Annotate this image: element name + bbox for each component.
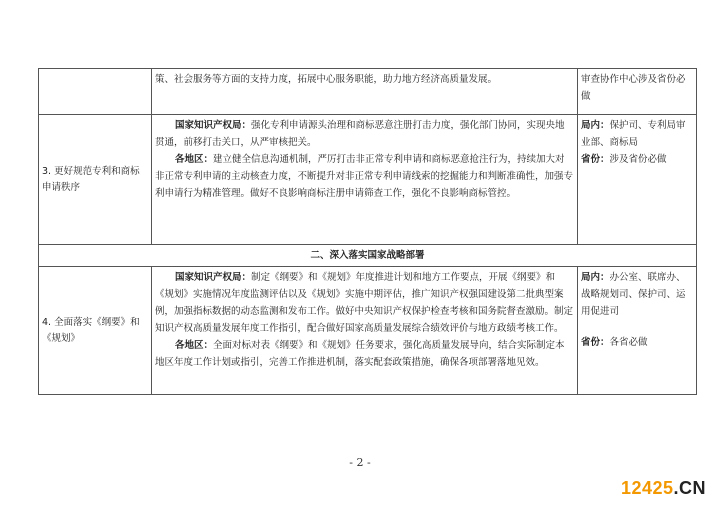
national-paragraph xyxy=(155,269,574,337)
section-heading: 二、深入落实国家战略部署 xyxy=(39,245,697,267)
national-text: 强化专利申请源头治理和商标恶意注册打击力度，强化部门协同，实现央地贯通，前移打击关口，从严审核把关。 xyxy=(155,120,565,148)
local-paragraph xyxy=(155,337,574,371)
site-watermark xyxy=(621,478,706,499)
watermark-number: 12425 xyxy=(620,478,674,498)
province-text: 各省必做 xyxy=(609,337,648,348)
content-text: 策、社会服务等方面的支持力度，拓展中心服务职能，助力地方经济高质量发展。 xyxy=(155,74,498,85)
section-row xyxy=(39,245,697,267)
national-paragraph xyxy=(155,117,574,151)
bureau-line xyxy=(581,269,693,320)
responsible-cell xyxy=(578,115,697,245)
national-label: 国家知识产权局： xyxy=(175,272,252,283)
local-text: 建立健全信息沟通机制，严厉打击非正常专利申请和商标恶意抢注行为，持续加大对非正常专利申请的主动核查力度，不断提升对非正常专利申请线索的挖掘能力和判断准确性，加强专利申请行为精准管理。做好不良影响商标注册申请筛查工作，强化不良影响商标管控。 xyxy=(155,154,574,199)
bureau-text: 保护司、专利局审业部、商标局 xyxy=(581,120,686,148)
province-line xyxy=(581,151,693,168)
local-label: 各地区： xyxy=(175,340,214,351)
table-row xyxy=(39,69,697,115)
bureau-label: 局内： xyxy=(581,272,610,283)
item-cell-empty xyxy=(39,69,152,115)
province-line xyxy=(581,334,693,351)
task-table xyxy=(38,68,697,395)
bureau-line xyxy=(581,117,693,151)
item-cell xyxy=(39,115,152,245)
item-title: 3. 更好规范专利和商标申请秩序 xyxy=(42,165,140,193)
bureau-label: 局内： xyxy=(581,120,610,131)
local-text: 全面对标对表《纲要》和《规划》任务要求，强化高质量发展导向，结合实际制定本地区年度工作计划或指引，完善工作推进机制，落实配套政策措施，确保各项部署落地见效。 xyxy=(155,340,565,368)
item-cell xyxy=(39,267,152,395)
content-cell xyxy=(152,69,578,115)
local-paragraph xyxy=(155,151,574,202)
responsible-cell xyxy=(578,69,697,115)
national-text: 制定《纲要》和《规划》年度推进计划和地方工作要点，开展《纲要》和《规划》实施情况年度监测评估以及《规划》实施中期评估，推广知识产权强国建设第二批典型案例，加强指标数据的动态监测和发布工作。做好中央知识产权保护检查考核和国务院督查激励。制定知识产权高质量发展年度工作指引，配合做好国家高质量发展综合绩效评价与地方政绩考核工作。 xyxy=(155,272,574,334)
page-number: - 2 - xyxy=(349,456,371,469)
table-row xyxy=(39,267,697,395)
watermark-domain: .CN xyxy=(673,478,706,498)
content-cell xyxy=(152,267,578,395)
province-label: 省份： xyxy=(581,337,610,348)
table-row xyxy=(39,115,697,245)
content-cell xyxy=(152,115,578,245)
responsible-text: 审查协作中心涉及省份必做 xyxy=(581,74,686,102)
province-label: 省份： xyxy=(581,154,610,165)
responsible-cell xyxy=(578,267,697,395)
province-text: 涉及省份必做 xyxy=(609,154,667,165)
local-label: 各地区： xyxy=(175,154,214,165)
bureau-text: 办公室、联席办、战略规划司、保护司、运用促进司 xyxy=(581,272,686,317)
item-title: 4. 全面落实《纲要》和《规划》 xyxy=(42,316,140,344)
national-label: 国家知识产权局： xyxy=(175,120,252,131)
